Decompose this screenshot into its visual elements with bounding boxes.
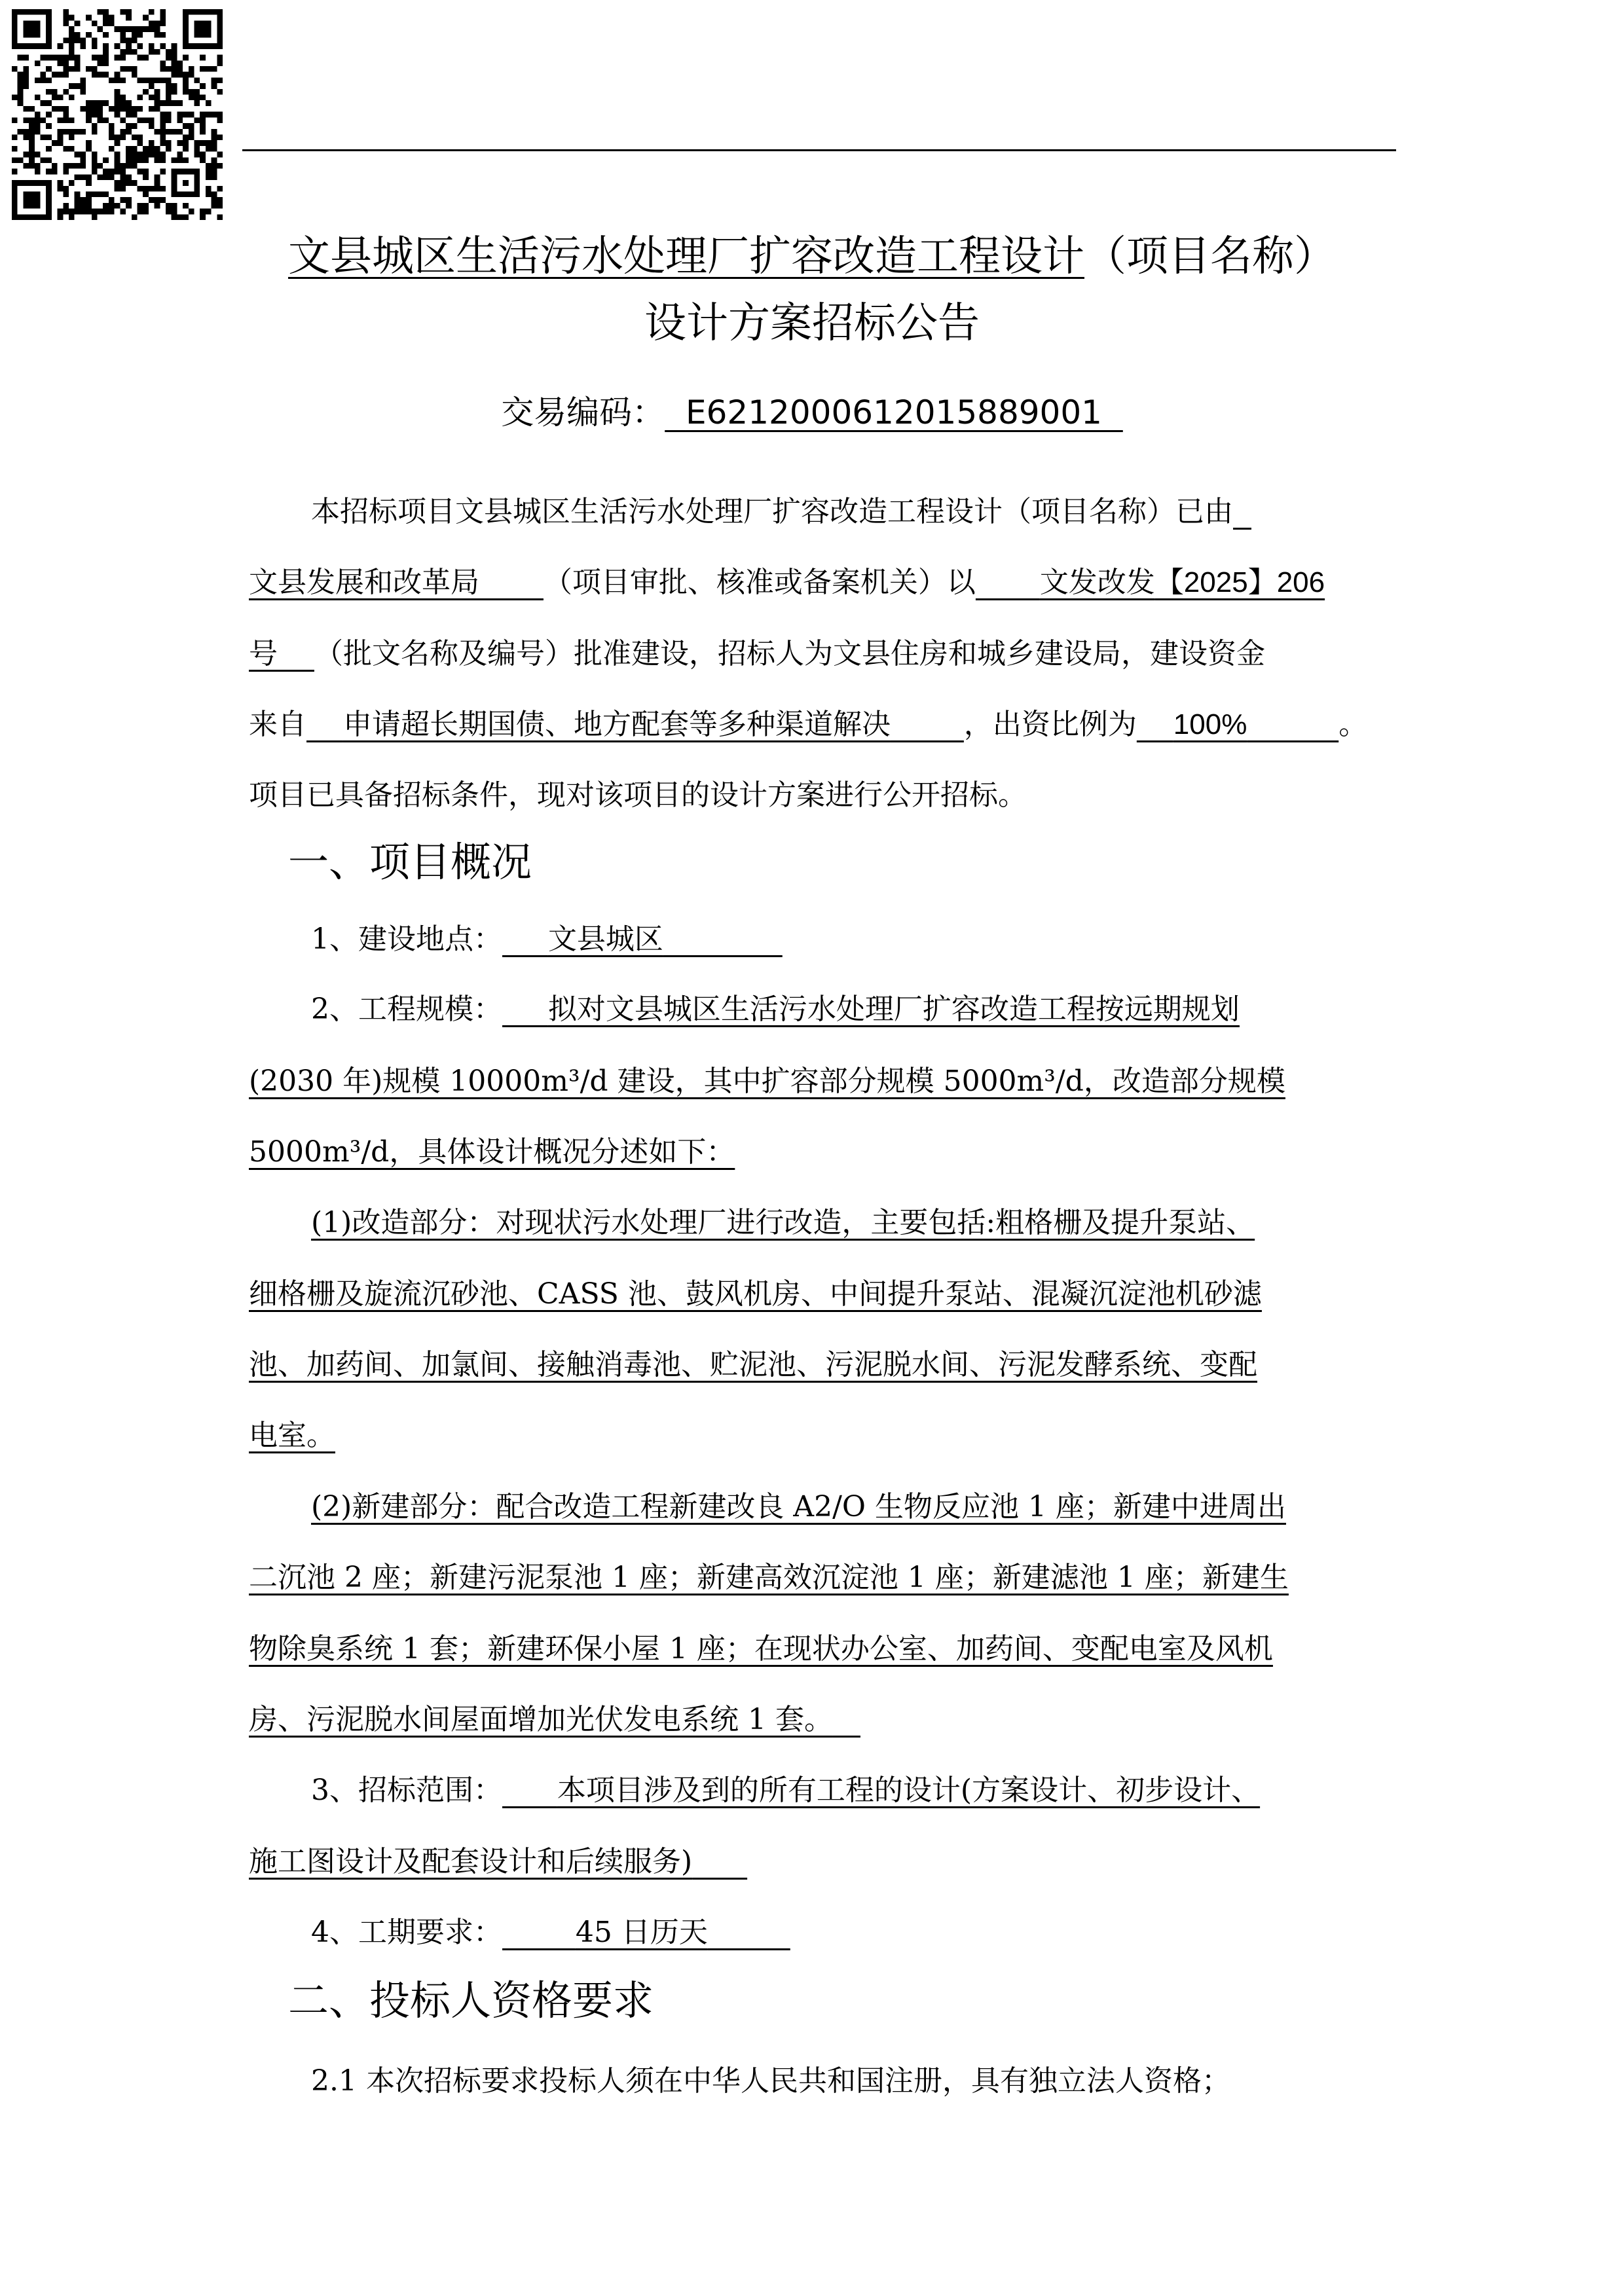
scope-line-2: 施工图设计及配套设计和后续服务) bbox=[249, 1845, 693, 1878]
transaction-code: E6212000612015889001 bbox=[685, 393, 1102, 431]
funding-ratio: 100% bbox=[1173, 708, 1247, 740]
qualification-item-2-1: 2.1 本次招标要求投标人须在中华人民共和国注册，具有独立法人资格； bbox=[311, 2064, 1230, 2098]
transaction-code-label: 交易编码： bbox=[501, 393, 665, 431]
renovation-line-3: 池、加药间、加氯间、接触消毒池、贮泥池、污泥脱水间、污泥发酵系统、变配 bbox=[249, 1348, 1257, 1381]
intro-line-4: 来自 申请超长期国债、地方配套等多种渠道解决 ，出资比例为 100% 。 bbox=[249, 708, 1368, 741]
newbuild-line-2: 二沉池 2 座；新建污泥泵池 1 座；新建高效沉淀池 1 座；新建滤池 1 座；新建生 bbox=[249, 1561, 1289, 1594]
location-line: 1、建设地点： 文县城区 bbox=[311, 925, 1398, 954]
page-subtitle: 设计方案招标公告 bbox=[644, 299, 980, 348]
scope-line-1: 3、招标范围： 本项目涉及到的所有工程的设计(方案设计、初步设计、 bbox=[311, 1774, 1261, 1807]
title-suffix: （项目名称） bbox=[1084, 232, 1336, 281]
intro-line-1: 本招标项目文县城区生活污水处理厂扩容改造工程设计（项目名称）已由 bbox=[311, 495, 1233, 528]
intro-line-3: 号 （批文名称及编号）批准建设，招标人为文县住房和城乡建设局，建设资金 bbox=[249, 637, 1265, 670]
funding-source: 申请超长期国债、地方配套等多种渠道解决 bbox=[342, 708, 891, 741]
section-heading-qualification: 二、投标人资格要求 bbox=[288, 1977, 654, 2024]
header-rule bbox=[242, 149, 1396, 151]
project-name: 文县城区生活污水处理厂扩容改造工程设计 bbox=[288, 232, 1084, 281]
renovation-line-2: 细格栅及旋流沉砂池、CASS 池、鼓风机房、中间提升泵站、混凝沉淀池机砂滤 bbox=[249, 1277, 1262, 1311]
scale-line-1: 2、工程规模： 拟对文县城区生活污水处理厂扩容改造工程按远期规划 bbox=[311, 993, 1240, 1026]
scale-line-3: 5000m³/d，具体设计概况分述如下： bbox=[249, 1135, 735, 1169]
renovation-line-4: 电室。 bbox=[249, 1419, 335, 1452]
newbuild-line-1: (2)新建部分：配合改造工程新建改良 A2/O 生物反应池 1 座；新建中进周出 bbox=[311, 1490, 1286, 1523]
newbuild-line-3: 物除臭系统 1 套；新建环保小屋 1 座；在现状办公室、加药间、变配电室及风机 bbox=[249, 1632, 1273, 1666]
transaction-code-row bbox=[0, 393, 1624, 431]
newbuild-line-4: 房、污泥脱水间屋面增加光伏发电系统 1 套。 bbox=[249, 1703, 833, 1736]
approval-document: 文发改发【2025】206 bbox=[1039, 566, 1325, 599]
period-line: 4、工期要求： 45 日历天 bbox=[311, 1918, 1398, 1947]
intro-line-2: 文县发展和改革局 （项目审批、核准或备案机关）以 文发改发【2025】206 bbox=[249, 566, 1325, 599]
renovation-line-1: (1)改造部分：对现状污水处理厂进行改造，主要包括:粗格栅及提升泵站、 bbox=[311, 1206, 1255, 1239]
period-value: 45 日历天 bbox=[575, 1916, 708, 1949]
approver: 文县发展和改革局 bbox=[249, 566, 479, 599]
section-heading-overview: 一、项目概况 bbox=[288, 838, 532, 886]
qr-code-icon bbox=[12, 9, 223, 220]
page-title bbox=[0, 232, 1624, 281]
location-value: 文县城区 bbox=[547, 922, 663, 956]
intro-line-5: 项目已具备招标条件，现对该项目的设计方案进行公开招标。 bbox=[249, 778, 1027, 812]
scale-line-2: (2030 年)规模 10000m³/d 建设，其中扩容部分规模 5000m³/d，改造部分规模 bbox=[249, 1065, 1285, 1098]
